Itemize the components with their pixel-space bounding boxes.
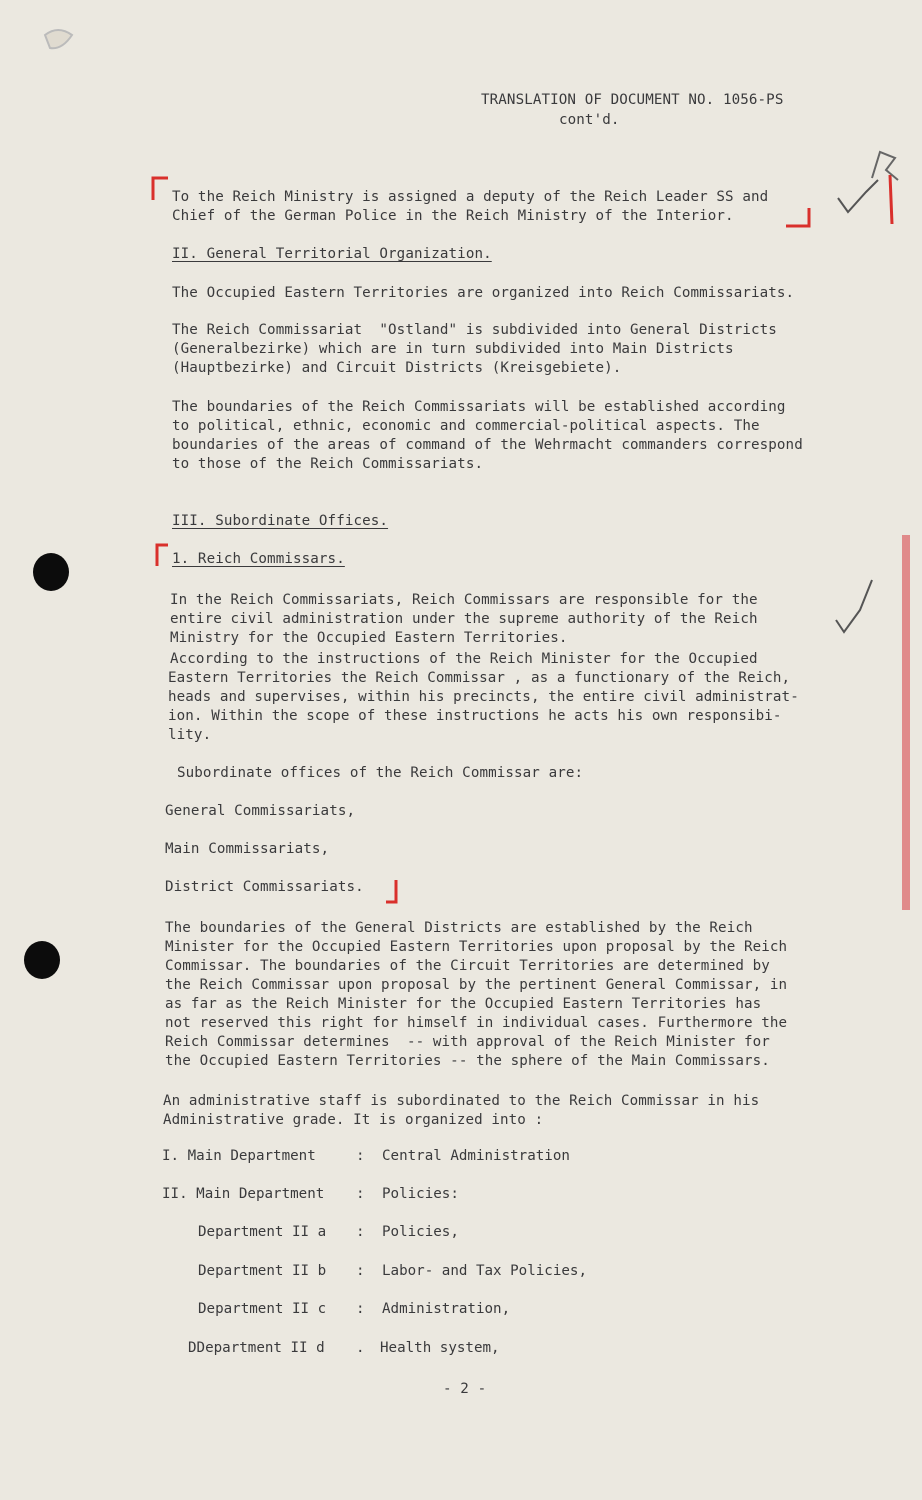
section3-p1-line-5: Eastern Territories the Reich Commissar , as a functionary of the Reich, [168, 670, 791, 686]
dept-value: Policies, [382, 1224, 459, 1240]
section3-p1-line-1: In the Reich Commissariats, Reich Commissars are responsible for the [170, 592, 758, 608]
pencil-initial-icon [872, 152, 898, 180]
offices-intro: Subordinate offices of the Reich Commissar are: [177, 765, 584, 781]
section3-p1-line-7: ion. Within the scope of these instructions he acts his own responsibi- [168, 708, 782, 724]
dept-sep: : [356, 1186, 365, 1202]
dept-sep: : [356, 1224, 365, 1240]
red-bracket-close-icon [786, 208, 809, 226]
corner-stamp-icon [45, 30, 72, 48]
dept-name: Department II a [198, 1224, 327, 1240]
section3-p2-line-2: Minister for the Occupied Eastern Territories upon proposal by the Reich [165, 939, 788, 955]
section3-p2-line-8: the Occupied Eastern Territories -- the sphere of the Main Commissars. [165, 1053, 770, 1069]
section3-p2-line-1: The boundaries of the General Districts are established by the Reich [165, 920, 753, 936]
dept-value: Labor- and Tax Policies, [382, 1263, 587, 1279]
section3-p2-line-4: the Reich Commissar upon proposal by the pertinent General Commissar, in [165, 977, 788, 993]
pencil-check-icon [836, 580, 872, 632]
section2-p3-line-3: boundaries of the areas of command of the Wehrmacht commanders correspond [172, 437, 803, 453]
section2-p2-line-3: (Hauptbezirke) and Circuit Districts (Kreisgebiete). [172, 360, 622, 376]
dept-sep: : [356, 1148, 365, 1164]
intro-line-1: To the Reich Ministry is assigned a deputy of the Reich Leader SS and [172, 189, 769, 205]
dept-name: II. Main Department [162, 1186, 325, 1202]
red-vertical-mark-icon [890, 175, 892, 224]
section3-p1-line-6: heads and supervises, within his precincts, the entire civil administrat- [168, 689, 799, 705]
dept-value: Policies: [382, 1186, 459, 1202]
dept-value: Health system, [380, 1340, 500, 1356]
dept-sep: : [356, 1301, 365, 1317]
red-bracket-close-icon [386, 880, 396, 902]
section2-paragraph-1: The Occupied Eastern Territories are organized into Reich Commissariats. [172, 285, 795, 301]
page-number: - 2 - [443, 1381, 487, 1397]
section3-p1-line-8: lity. [168, 727, 212, 743]
section2-p3-line-2: to political, ethnic, economic and commercial-political aspects. The [172, 418, 760, 434]
dept-sep: . [356, 1340, 365, 1356]
red-margin-bar [902, 535, 910, 910]
dept-sep: : [356, 1263, 365, 1279]
section3-p2-line-5: as far as the Reich Minister for the Occupied Eastern Territories has [165, 996, 762, 1012]
section3-subheading: 1. Reich Commissars. [172, 551, 345, 567]
dept-value: Administration, [382, 1301, 511, 1317]
document-title: TRANSLATION OF DOCUMENT NO. 1056-PS [481, 92, 784, 108]
punch-hole-top [33, 553, 69, 591]
red-bracket-open-icon [153, 178, 168, 200]
document-contd: cont'd. [559, 112, 620, 128]
section2-p2-line-1: The Reich Commissariat "Ostland" is subdivided into General Districts [172, 322, 777, 338]
office-main: Main Commissariats, [165, 841, 330, 857]
punch-hole-bottom [24, 941, 60, 979]
section2-p3-line-1: The boundaries of the Reich Commissariats will be established according [172, 399, 786, 415]
section3-p2-line-3: Commissar. The boundaries of the Circuit Territories are determined by [165, 958, 770, 974]
red-bracket-open-icon [157, 545, 168, 566]
dept-name: Department II b [198, 1263, 327, 1279]
section3-p1-line-2: entire civil administration under the supreme authority of the Reich [170, 611, 758, 627]
pencil-check-icon [838, 180, 878, 212]
section3-p3-line-1: An administrative staff is subordinated to the Reich Commissar in his [163, 1093, 760, 1109]
section3-p2-line-6: not reserved this right for himself in individual cases. Furthermore the [165, 1015, 788, 1031]
section2-p3-line-4: to those of the Reich Commissariats. [172, 456, 484, 472]
section3-p1-line-4: According to the instructions of the Reich Minister for the Occupied [170, 651, 758, 667]
section3-heading: III. Subordinate Offices. [172, 513, 389, 529]
dept-name: I. Main Department [162, 1148, 316, 1164]
dept-value: Central Administration [382, 1148, 570, 1164]
office-general: General Commissariats, [165, 803, 356, 819]
intro-line-2: Chief of the German Police in the Reich Ministry of the Interior. [172, 208, 734, 224]
section3-p2-line-7: Reich Commissar determines -- with approval of the Reich Minister for [165, 1034, 770, 1050]
section3-p3-line-2: Administrative grade. It is organized into : [163, 1112, 544, 1128]
section2-p2-line-2: (Generalbezirke) which are in turn subdivided into Main Districts [172, 341, 734, 357]
section3-p1-line-3: Ministry for the Occupied Eastern Territories. [170, 630, 568, 646]
dept-name: DDepartment II d [188, 1340, 325, 1356]
office-district: District Commissariats. [165, 879, 364, 895]
section2-heading: II. General Territorial Organization. [172, 246, 492, 262]
dept-name: Department II c [198, 1301, 327, 1317]
